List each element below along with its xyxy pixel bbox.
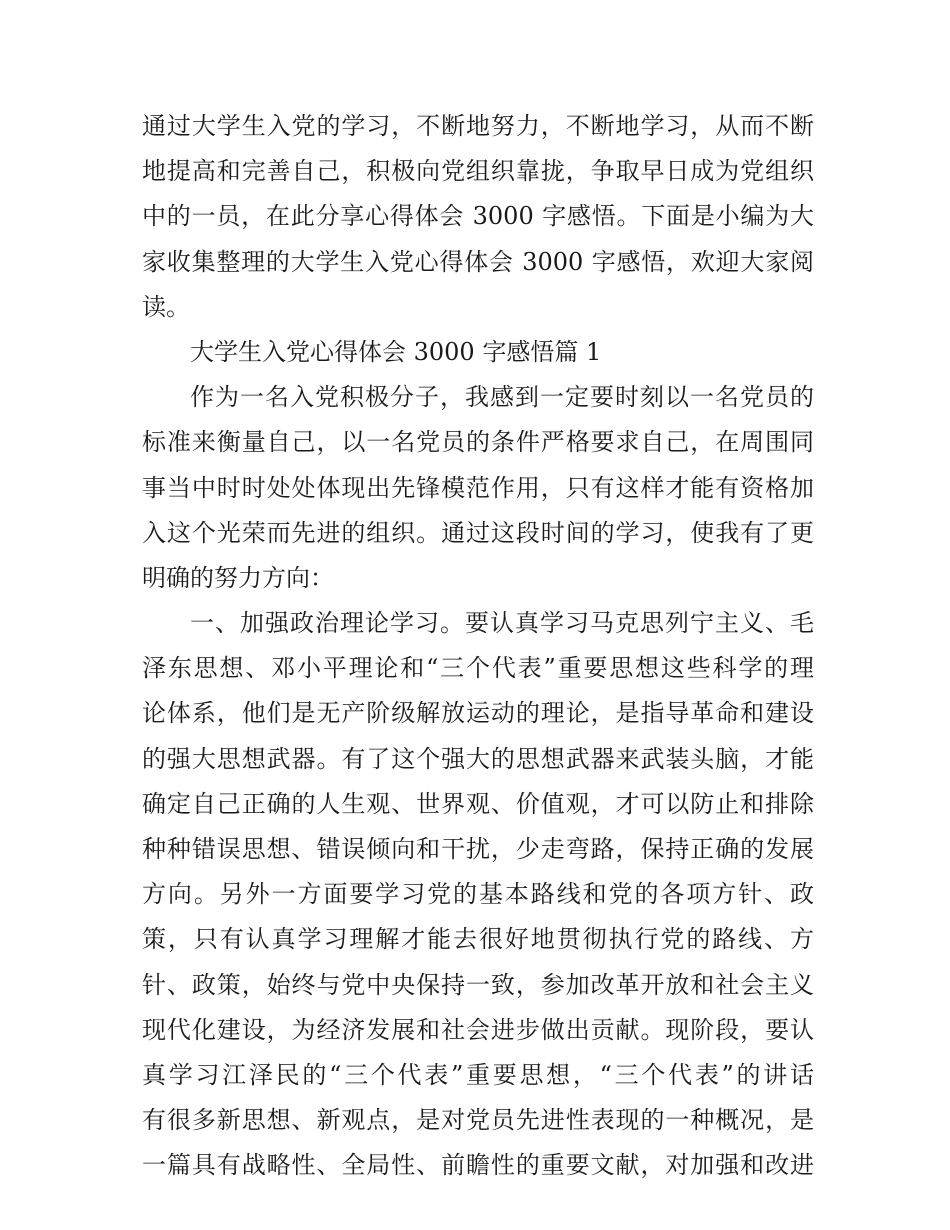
text-line: 大学生入党心得体会 3000 字感悟篇 1 [190,337,602,366]
text-line: 真学习江泽民的“三个代表”重要思想，“三个代表”的讲话 [142,1060,814,1089]
text-line: 一篇具有战略性、全局性、前瞻性的重要文献，对加强和改进 [142,1151,814,1180]
text-line: 事当中时时处处体现出先锋模范作用，只有这样才能有资格加 [142,473,814,502]
text-line: 的强大思想武器。有了这个强大的思想武器来武装头脑，才能 [142,744,814,773]
document-body [142,104,814,1189]
text-line: 确定自己正确的人生观、世界观、价值观，才可以防止和排除 [142,789,814,818]
text-line: 泽东思想、邓小平理论和“三个代表”重要思想这些科学的理 [142,654,814,683]
text-line: 中的一员，在此分享心得体会 3000 字感悟。下面是小编为大 [142,202,814,231]
text-line: 现代化建设，为经济发展和社会进步做出贡献。现阶段，要认 [142,1015,814,1044]
text-line: 一、加强政治理论学习。要认真学习马克思列宁主义、毛 [190,609,814,638]
text-line: 地提高和完善自己，积极向党组织靠拢，争取早日成为党组织 [142,157,814,186]
text-line: 标准来衡量自己，以一名党员的条件严格要求自己，在周围同 [142,428,814,457]
text-line: 论体系，他们是无产阶级解放运动的理论，是指导革命和建设 [142,699,814,728]
text-line: 通过大学生入党的学习，不断地努力，不断地学习，从而不断 [142,112,814,140]
text-line: 有很多新思想、新观点，是对党员先进性表现的一种概况，是 [142,1106,814,1135]
text-line: 种种错误思想、错误倾向和干扰，少走弯路，保持正确的发展 [142,835,814,863]
text-line: 入这个光荣而先进的组织。通过这段时间的学习，使我有了更 [142,518,814,547]
text-line: 读。 [142,292,190,321]
text-line: 方向。另外一方面要学习党的基本路线和党的各项方针、政 [142,880,814,909]
text-line: 策，只有认真学习理解才能去很好地贯彻执行党的路线、方 [142,925,814,954]
text-line: 家收集整理的大学生入党心得体会 3000 字感悟，欢迎大家阅 [142,247,814,276]
text-line: 作为一名入党积极分子，我感到一定要时刻以一名党员的 [190,383,814,412]
text-line: 针、政策，始终与党中央保持一致，参加改革开放和社会主义 [142,970,814,999]
text-line: 明确的努力方向： [142,563,334,592]
